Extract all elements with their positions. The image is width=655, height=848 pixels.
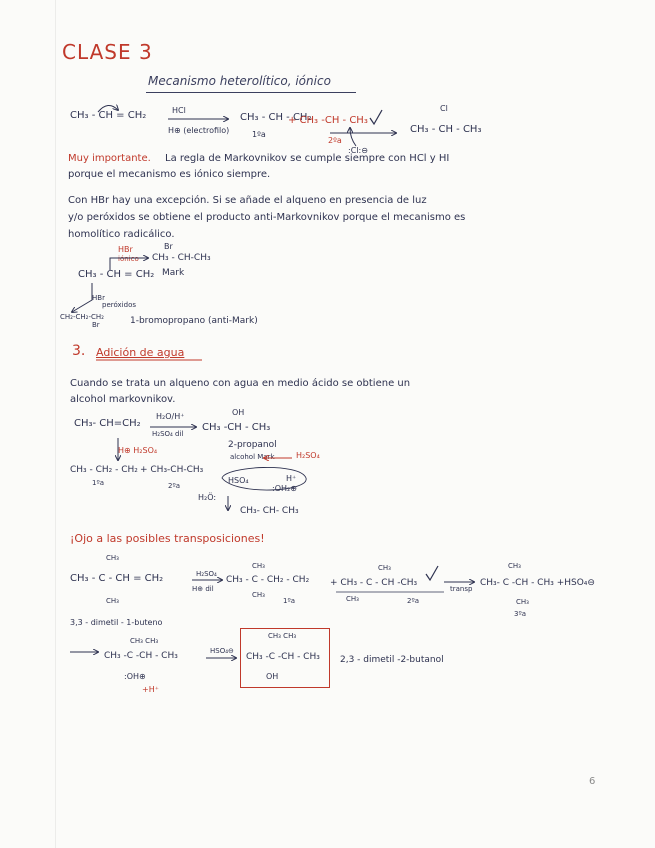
para1-line-1-rest: La regla de Markovnikov se cumple siempre con HCl y HI — [165, 153, 450, 164]
section3-rxn-product: CH₃ -CH - CH₃ — [202, 422, 271, 433]
rearr-cation1: CH₃ - C - CH₂ - CH₂ — [226, 575, 310, 585]
section3-mech-primary: CH₃ - CH₂ - CH₂ — [70, 465, 138, 475]
scheme1-primary-label: 1ºa — [252, 130, 266, 139]
rearr-cation3-top: CH₃ — [508, 562, 521, 570]
rearr-cation1-top: CH₃ — [252, 562, 265, 570]
scheme1-reagent-bottom: H⊕ (electrofilo) — [168, 126, 230, 135]
section3-rxn-reactant: CH₃- CH=CH₂ — [74, 418, 141, 429]
rearr-boxed-bottom: OH — [266, 672, 279, 681]
rearr-reactant: CH₃ - C - CH = CH₂ — [70, 573, 164, 584]
section3-mech-hplus: H⁺ — [286, 474, 297, 483]
page-number: 6 — [589, 776, 596, 787]
hbr-lower-label: 1-bromopropano (anti-Mark) — [130, 316, 258, 326]
section3-intro-1: Cuando se trata un alqueno con agua en medio ácido se obtiene un — [70, 378, 411, 389]
section3-rxn-product-name: 2-propanol — [228, 440, 277, 450]
rearr-boxed: CH₃ -C -CH - CH₃ — [246, 652, 320, 662]
section3-mech-secondary: + CH₃-CH-CH₃ — [140, 465, 204, 475]
section3-mech-product: CH₃- CH- CH₃ — [240, 506, 299, 516]
para1-highlight: Muy importante. — [68, 153, 151, 164]
hbr-lower-product: CH₂-CH₂-CH₂ — [60, 313, 104, 321]
section3-mech-secondary-label: 2ºa — [168, 482, 181, 490]
rearr-cation1-bottom: CH₃ — [252, 591, 265, 599]
hbr-lower-mode: peróxidos — [102, 301, 137, 309]
para1-line-4: y/o peróxidos se obtiene el producto anti-Markovnikov porque el mecanismo es — [68, 212, 466, 223]
para1-line-3: Con HBr hay una excepción. Si se añade el alqueno en presencia de luz — [68, 195, 427, 206]
section3-mech-reagent: H⊕ H₂SO₄ — [118, 446, 158, 455]
rearr-cation2-top: CH₃ — [378, 564, 391, 572]
section3-mech-primary-label: 1ºa — [92, 479, 105, 487]
page-title: CLASE 3 — [62, 40, 153, 64]
rearr-boxed-top: CH₃ CH₃ — [268, 632, 297, 640]
rearr-cation3-label: 3ºa — [514, 610, 527, 618]
section3-number: 3. — [72, 343, 86, 359]
rearr-product-name: 2,3 - dimetil -2-butanol — [340, 655, 444, 665]
rearr-cation1-label: 1ºa — [283, 597, 296, 605]
section3-mech-hso4: HSO₄ — [228, 476, 249, 485]
rearr-second-reagent: HSO₄⊖ — [210, 647, 234, 655]
hbr-lower-product-sub: Br — [92, 321, 100, 329]
rearr-reagent-bottom: H⊕ dil — [192, 585, 214, 593]
rearr-cation3: CH₃- C -CH - CH₃ +HSO₄⊖ — [480, 578, 595, 588]
scheme1-carbocation-secondary: + CH₃ -CH - CH₃ — [288, 115, 368, 126]
rearr-reactant-bottom: CH₃ — [106, 597, 119, 605]
section3-intro-2: alcohol markovnikov. — [70, 394, 176, 405]
hbr-reactant: CH₃ - CH = CH₂ — [78, 269, 155, 280]
section3-rxn-product-top: OH — [232, 408, 245, 417]
section3-mech-water: H₂Ö: — [198, 493, 217, 502]
arrow-hbr-lower — [72, 283, 92, 312]
hbr-upper-reagent: HBr — [118, 245, 133, 254]
hbr-lower-reagent: HBr — [92, 294, 105, 302]
rearr-second-top: CH₃ CH₃ — [130, 637, 159, 645]
subtitle: Mecanismo heterolítico, iónico — [148, 74, 331, 88]
hbr-upper-product-top: Br — [164, 242, 173, 251]
section3-rxn-product-note: alcohol Mark — [230, 453, 275, 461]
rearr-cation2-label: 2ºa — [407, 597, 420, 605]
scheme1-product: CH₃ - CH - CH₃ — [410, 124, 482, 135]
rearr-cation2: + CH₃ - C - CH -CH₃ — [330, 578, 418, 588]
rearr-name-left: 3,3 - dimetil - 1-buteno — [70, 618, 163, 627]
rearr-transp-label: transp — [450, 585, 473, 593]
section3-title: Adición de agua — [96, 346, 185, 359]
rearr-cation3-bottom: CH₃ — [516, 598, 529, 606]
rearr-reagent-top: H₂SO₄ — [196, 570, 217, 578]
section3-mech-oxonium: :OH₂⊕ — [272, 484, 297, 493]
arrow-hbr-upper — [110, 258, 148, 270]
section3-rxn-reagent-bottom: H₂SO₄ dil — [152, 430, 184, 438]
section3-rxn-reagent-top: H₂O/H⁺ — [156, 412, 185, 421]
scheme1-secondary-label: 2ºa — [328, 136, 342, 145]
rearr-second-bottom: :OH⊕ — [124, 672, 146, 681]
arrow-chloride-attack — [350, 128, 356, 146]
rearr-second: CH₃ -C -CH - CH₃ — [104, 651, 178, 661]
scheme1-chloride: :Cl:⊖ — [348, 146, 368, 155]
transposition-warning: ¡Ojo a las posibles transposiciones! — [70, 532, 265, 545]
scheme1-product-top: Cl — [440, 104, 448, 113]
rearr-reactant-top: CH₃ — [106, 554, 119, 562]
hbr-upper-mode: iónico — [118, 255, 139, 263]
hbr-upper-product: CH₃ - CH-CH₃ — [152, 253, 211, 263]
para1-line-2: porque el mecanismo es iónico siempre. — [68, 169, 271, 180]
rearr-second-hplus: +H⁺ — [142, 685, 159, 694]
scheme1-carbocation-primary: CH₃ - CH - CH₂ — [240, 112, 312, 123]
arrow-scheme1-curve — [98, 105, 118, 112]
scheme1-reactant: CH₃ - CH = CH₂ — [70, 110, 147, 121]
loop-hso4 — [222, 467, 306, 490]
check-mark-1 — [370, 110, 382, 124]
rearr-cation2-bottom: CH₃ — [346, 595, 359, 603]
hbr-upper-label: Mark — [162, 268, 185, 278]
check-mark-2 — [426, 566, 438, 580]
scheme1-reagent-top: HCl — [172, 106, 186, 115]
para1-line-5: homolítico radicálico. — [68, 229, 175, 240]
section3-mech-h2so4: H₂SO₄ — [296, 451, 320, 460]
